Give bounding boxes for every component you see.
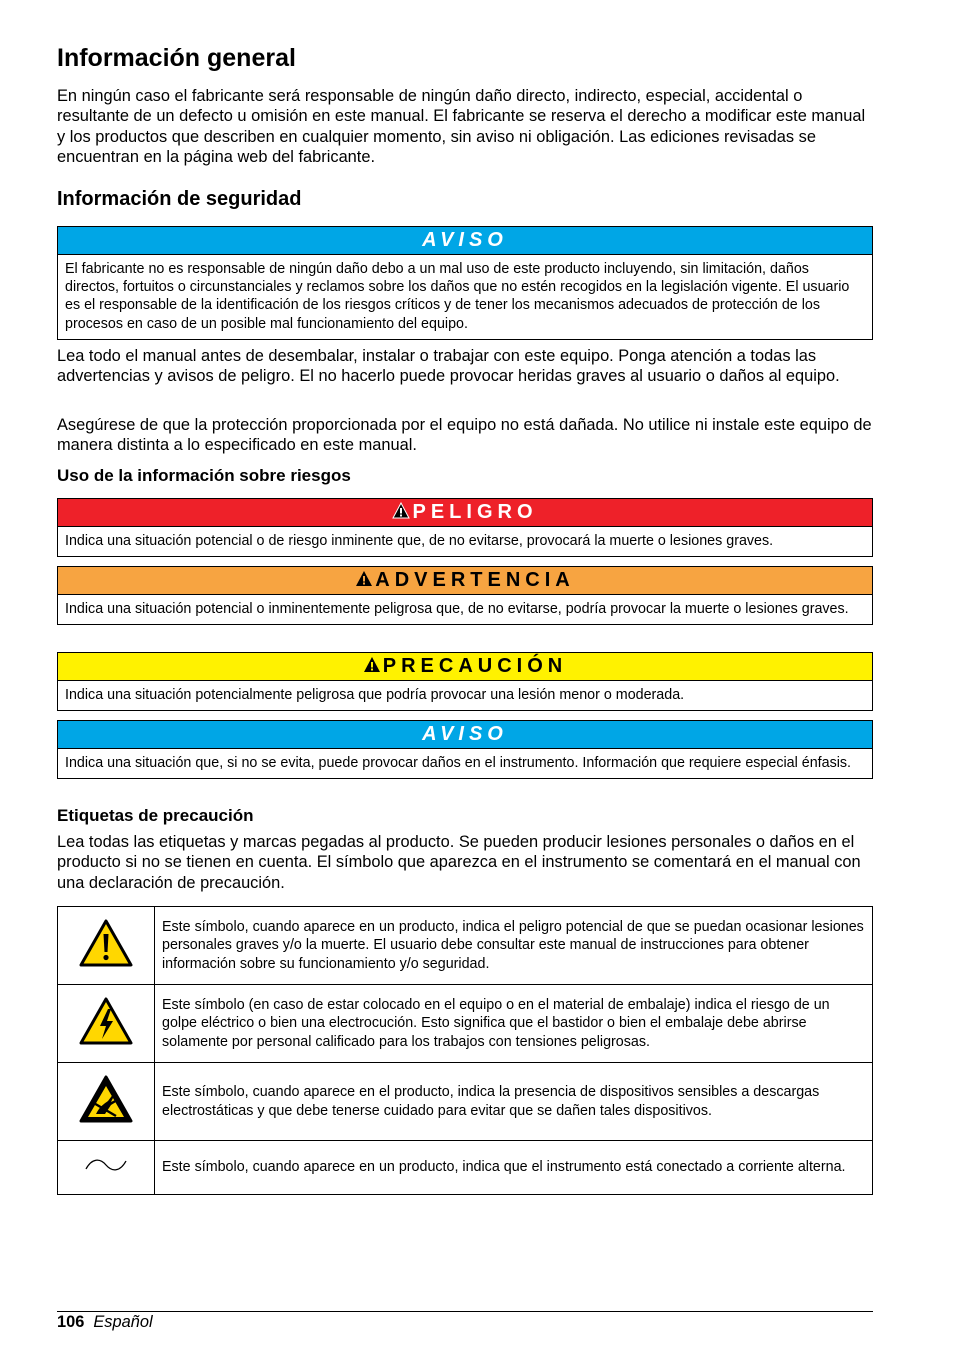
danger-header (58, 499, 872, 527)
notice-text: El fabricante no es responsable de ningún daño debo a un mal uso de este producto incluyendo, sin limitación, daños directos, fortuitos o circunstanciales y reclamos sobre los daños que no estén recogidos en la legislación vigente. El usuario es el responsable de la identificación de los riesgos críticos y de tener los mecanismos adecuados de protección de los procesos en caso de un posible mal funcionamiento del equipo. (65, 261, 850, 332)
hazard-heading: Uso de la información sobre riesgos (57, 466, 351, 485)
labels-intro: Lea todas las etiquetas y marcas pegadas al producto. Se pueden producir lesiones personales o daños en el producto si no se tienen en cuenta. El símbolo que aparezca en el instrumento se comentará en el manual con una declaración de precaución. (57, 833, 861, 892)
alternating-current-icon (58, 1141, 155, 1195)
table-row (58, 1141, 873, 1195)
danger-label: PELIGRO (412, 501, 538, 523)
danger-box (57, 498, 873, 557)
notice-label-2: AVISO (58, 721, 872, 749)
caution-box (57, 652, 873, 711)
symbol-description: Este símbolo, cuando aparece en un producto, indica el peligro potencial de que se puedan ocasionar lesiones personales graves y/o la muerte. El usuario debe consultar este manual de instrucciones para obtener información sobre su funcionamiento y/o seguridad. (155, 907, 873, 985)
warning-text: Indica una situación potencial o inminentemente peligrosa que, de no evitarse, podría provocar la muerte o lesiones graves. (65, 601, 849, 617)
footer-divider (57, 1311, 873, 1312)
labels-heading: Etiquetas de precaución (57, 806, 254, 825)
symbol-description: Este símbolo (en caso de estar colocado en el equipo o en el material de embalaje) indica el riesgo de un golpe eléctrico o bien una electrocución. Esto significa que el bastidor o bien el embalaje debe abrirse solamente por personal calificado para los trabajos con tensiones peligrosas. (155, 985, 873, 1063)
notice-text-2: Indica una situación que, si no se evita, puede provocar daños en el instrumento. Información que requiere especial énfasis. (65, 755, 852, 771)
warning-label: ADVERTENCIA (375, 569, 575, 591)
esd-sensitive-icon (58, 1063, 155, 1141)
caution-text: Indica una situación potencialmente peligrosa que podría provocar una lesión menor o moderada. (65, 687, 685, 703)
warning-box (57, 566, 873, 625)
table-row (58, 985, 873, 1063)
danger-text: Indica una situación potencial o de riesgo inminente que, de no evitarse, provocará la muerte o lesiones graves. (65, 533, 774, 549)
symbol-description: Este símbolo, cuando aparece en un producto, indica que el instrumento está conectado a corriente alterna. (155, 1141, 873, 1195)
notice-box (57, 226, 873, 340)
table-row (58, 907, 873, 985)
caution-header (58, 653, 872, 681)
notice-label: AVISO (58, 227, 872, 255)
safety-paragraph-2: Asegúrese de que la protección proporcionada por el equipo no está dañada. No utilice ni instale este equipo de manera distinta a lo especificado en este manual. (57, 416, 872, 455)
caution-label: PRECAUCIÓN (382, 655, 568, 677)
symbols-table (57, 906, 873, 1195)
page-footer (57, 1313, 153, 1332)
warning-triangle-icon (355, 570, 373, 587)
symbol-description: Este símbolo, cuando aparece en el producto, indica la presencia de dispositivos sensibles a descargas electrostáticas y que debe tenerse cuidado para evitar que se dañen tales dispositivos. (155, 1063, 873, 1141)
warning-triangle-icon (363, 656, 381, 673)
footer-language: Español (93, 1313, 153, 1331)
warning-header (58, 567, 872, 595)
intro-paragraph: En ningún caso el fabricante será responsable de ningún daño directo, indirecto, especial, accidental o resultante de un defecto u omisión en este manual. El fabricante se reserva el derecho a modificar este manual y los productos que describen en cualquier momento, sin aviso ni obligación. Las ediciones revisadas se encuentran en la página web del fabricante. (57, 87, 866, 166)
page-number: 106 (57, 1313, 85, 1331)
general-warning-icon (58, 907, 155, 985)
safety-paragraph-1: Lea todo el manual antes de desembalar, instalar o trabajar con este equipo. Ponga atención a todas las advertencias y avisos de peligro. El no hacerlo puede provocar heridas graves al usuario o daños al equipo. (57, 347, 840, 386)
table-row (58, 1063, 873, 1141)
warning-triangle-icon (392, 502, 410, 519)
page-title: Información general (57, 44, 296, 72)
notice-box-2 (57, 720, 873, 779)
safety-heading: Información de seguridad (57, 188, 302, 210)
electrical-hazard-icon (58, 985, 155, 1063)
